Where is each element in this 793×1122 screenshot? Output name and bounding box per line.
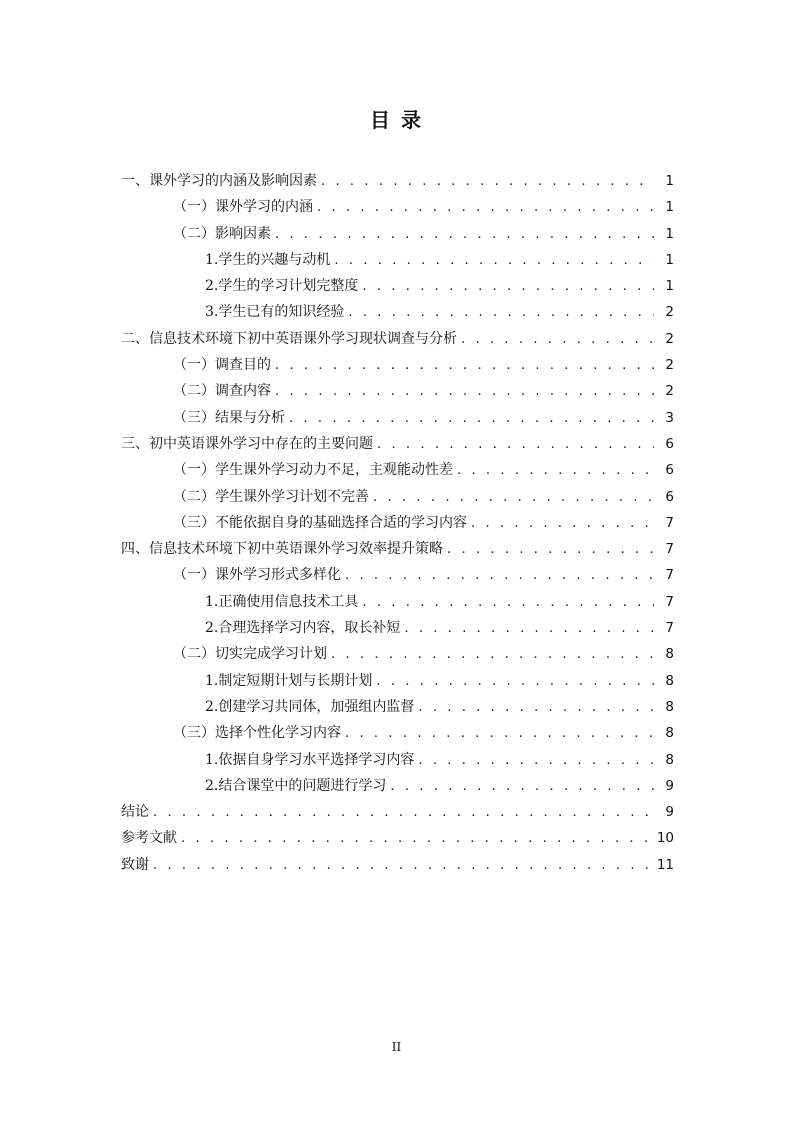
toc-entry-title: 1.依据自身学习水平选择学习内容 [205,751,415,768]
toc-entry-page: 9 [665,777,674,794]
toc-entry-title: 3.学生已有的知识经验 [205,304,345,321]
toc-entry-title: 致谢 [121,856,149,873]
toc-entry[interactable] [121,405,674,431]
toc-entry[interactable] [121,615,674,641]
dot-leader [418,748,654,774]
dot-leader [153,853,651,879]
toc-entry-page: 2 [665,383,674,400]
dot-leader [373,485,654,511]
toc-entry-page: 3 [665,409,674,426]
toc-entry-title: （二）切实完成学习计划 [173,646,327,663]
toc-entry-title: 二、信息技术环境下初中英语课外学习现状调查与分析 [121,330,457,347]
toc-entry-title: （一）课外学习的内涵 [173,199,313,216]
toc-entry-page: 8 [665,751,674,768]
toc-entry-page: 8 [665,725,674,742]
dot-leader [471,511,654,537]
toc-entry[interactable] [121,852,674,878]
toc-entry-page: 10 [656,830,674,847]
toc-entry-page: 1 [665,173,674,189]
toc-entry[interactable] [121,694,674,720]
toc-entry-title: 2.创建学习共同体，加强组内监督 [205,698,415,715]
toc-title: 目 录 [370,108,423,132]
dot-leader [348,300,654,326]
toc-entry-title: （二）调查内容 [173,383,271,400]
dot-leader [275,379,654,405]
toc-entry-title: 2.结合课堂中的问题进行学习 [205,777,387,794]
toc-entry[interactable] [121,589,674,615]
dot-leader [331,642,654,668]
toc-entry-page: 11 [656,856,674,873]
toc-entry[interactable] [121,326,674,352]
dot-leader [418,695,654,721]
dot-leader [181,826,651,852]
toc-entry-page: 6 [665,462,674,479]
toc-entry[interactable] [121,720,674,746]
dot-leader [461,327,654,353]
dot-leader [289,406,654,432]
toc-entry-page: 2 [665,357,674,374]
toc-entry-page: 6 [665,435,674,452]
toc-entry-title: 三、初中英语课外学习中存在的主要问题 [121,435,373,452]
toc-entry[interactable] [121,194,674,220]
dot-leader [345,721,654,747]
dot-leader [317,195,654,221]
toc-entry-page: 9 [665,804,674,821]
toc-entry-page: 8 [665,672,674,689]
dot-leader [404,616,654,642]
dot-leader [275,222,654,248]
toc-entry-title: 1.正确使用信息技术工具 [205,593,359,610]
toc-entry-page: 8 [665,646,674,663]
toc-entry[interactable] [121,457,674,483]
toc-entry-title: （二）学生课外学习计划不完善 [173,488,369,505]
dot-leader [376,669,654,695]
toc-entry-page: 7 [665,620,674,637]
toc-entry[interactable] [121,668,674,694]
toc-entry-page: 1 [665,278,674,295]
toc-entry-title: 结论 [121,804,149,821]
toc-entry[interactable] [121,536,674,562]
toc-entry-title: 参考文献 [121,830,177,847]
toc-entry-page: 1 [665,199,674,216]
toc-entry[interactable] [121,825,674,851]
toc-entry[interactable] [121,221,674,247]
toc-entry-title: 一、课外学习的内涵及影响因素 [121,173,317,189]
toc-entry-title: （二）影响因素 [173,225,271,242]
toc-entry[interactable] [121,378,674,404]
toc-entry-page: 2 [665,330,674,347]
toc-entry-title: 2.学生的学习计划完整度 [205,278,359,295]
dot-leader [377,432,654,458]
toc-entry[interactable] [121,562,674,588]
toc-entry[interactable] [121,352,674,378]
toc-entry[interactable] [121,168,674,194]
toc-entry[interactable] [121,431,674,457]
toc-entry-title: 四、信息技术环境下初中英语课外学习效率提升策略 [121,541,443,558]
toc-entry-page: 7 [665,514,674,531]
toc-entry-title: （三）不能依据自身的基础选择合适的学习内容 [173,514,467,531]
dot-leader [362,274,654,300]
toc-entry[interactable] [121,799,674,825]
toc-entry-title: 1.制定短期计划与长期计划 [205,672,373,689]
dot-leader [447,537,654,563]
toc-entry-page: 6 [665,488,674,505]
toc-entry-page: 1 [665,251,674,268]
toc-entry-page: 1 [665,225,674,242]
toc-entry-title: （一）课外学习形式多样化 [173,567,341,584]
toc-entry[interactable] [121,747,674,773]
toc-entry[interactable] [121,641,674,667]
toc-entry-title: 1.学生的兴趣与动机 [205,251,331,268]
toc-entry-page: 7 [665,567,674,584]
toc-entry-title: 2.合理选择学习内容，取长补短 [205,620,401,637]
toc-entry-title: （一）学生课外学习动力不足，主观能动性差 [173,462,453,479]
toc-entry-title: （三）结果与分析 [173,409,285,426]
dot-leader [390,774,654,800]
toc-entry-page: 7 [665,593,674,610]
toc-entry[interactable] [121,299,674,325]
toc-entry-title: （一）调查目的 [173,357,271,374]
dot-leader [362,590,654,616]
dot-leader [153,800,654,826]
toc-entry-page: 2 [665,304,674,321]
dot-leader [321,169,654,195]
toc-entry-page: 8 [665,698,674,715]
toc-entry[interactable] [121,273,674,299]
toc-entry[interactable] [121,773,674,799]
toc-entry[interactable] [121,510,674,536]
toc-entry[interactable] [121,247,674,273]
toc-entry-page: 7 [665,541,674,558]
dot-leader [334,248,654,274]
toc-entry-title: （三）选择个性化学习内容 [173,725,341,742]
dot-leader [345,563,654,589]
dot-leader [457,458,654,484]
dot-leader [275,353,654,379]
table-of-contents [121,168,674,878]
page-number: II [391,1040,402,1054]
toc-entry[interactable] [121,484,674,510]
